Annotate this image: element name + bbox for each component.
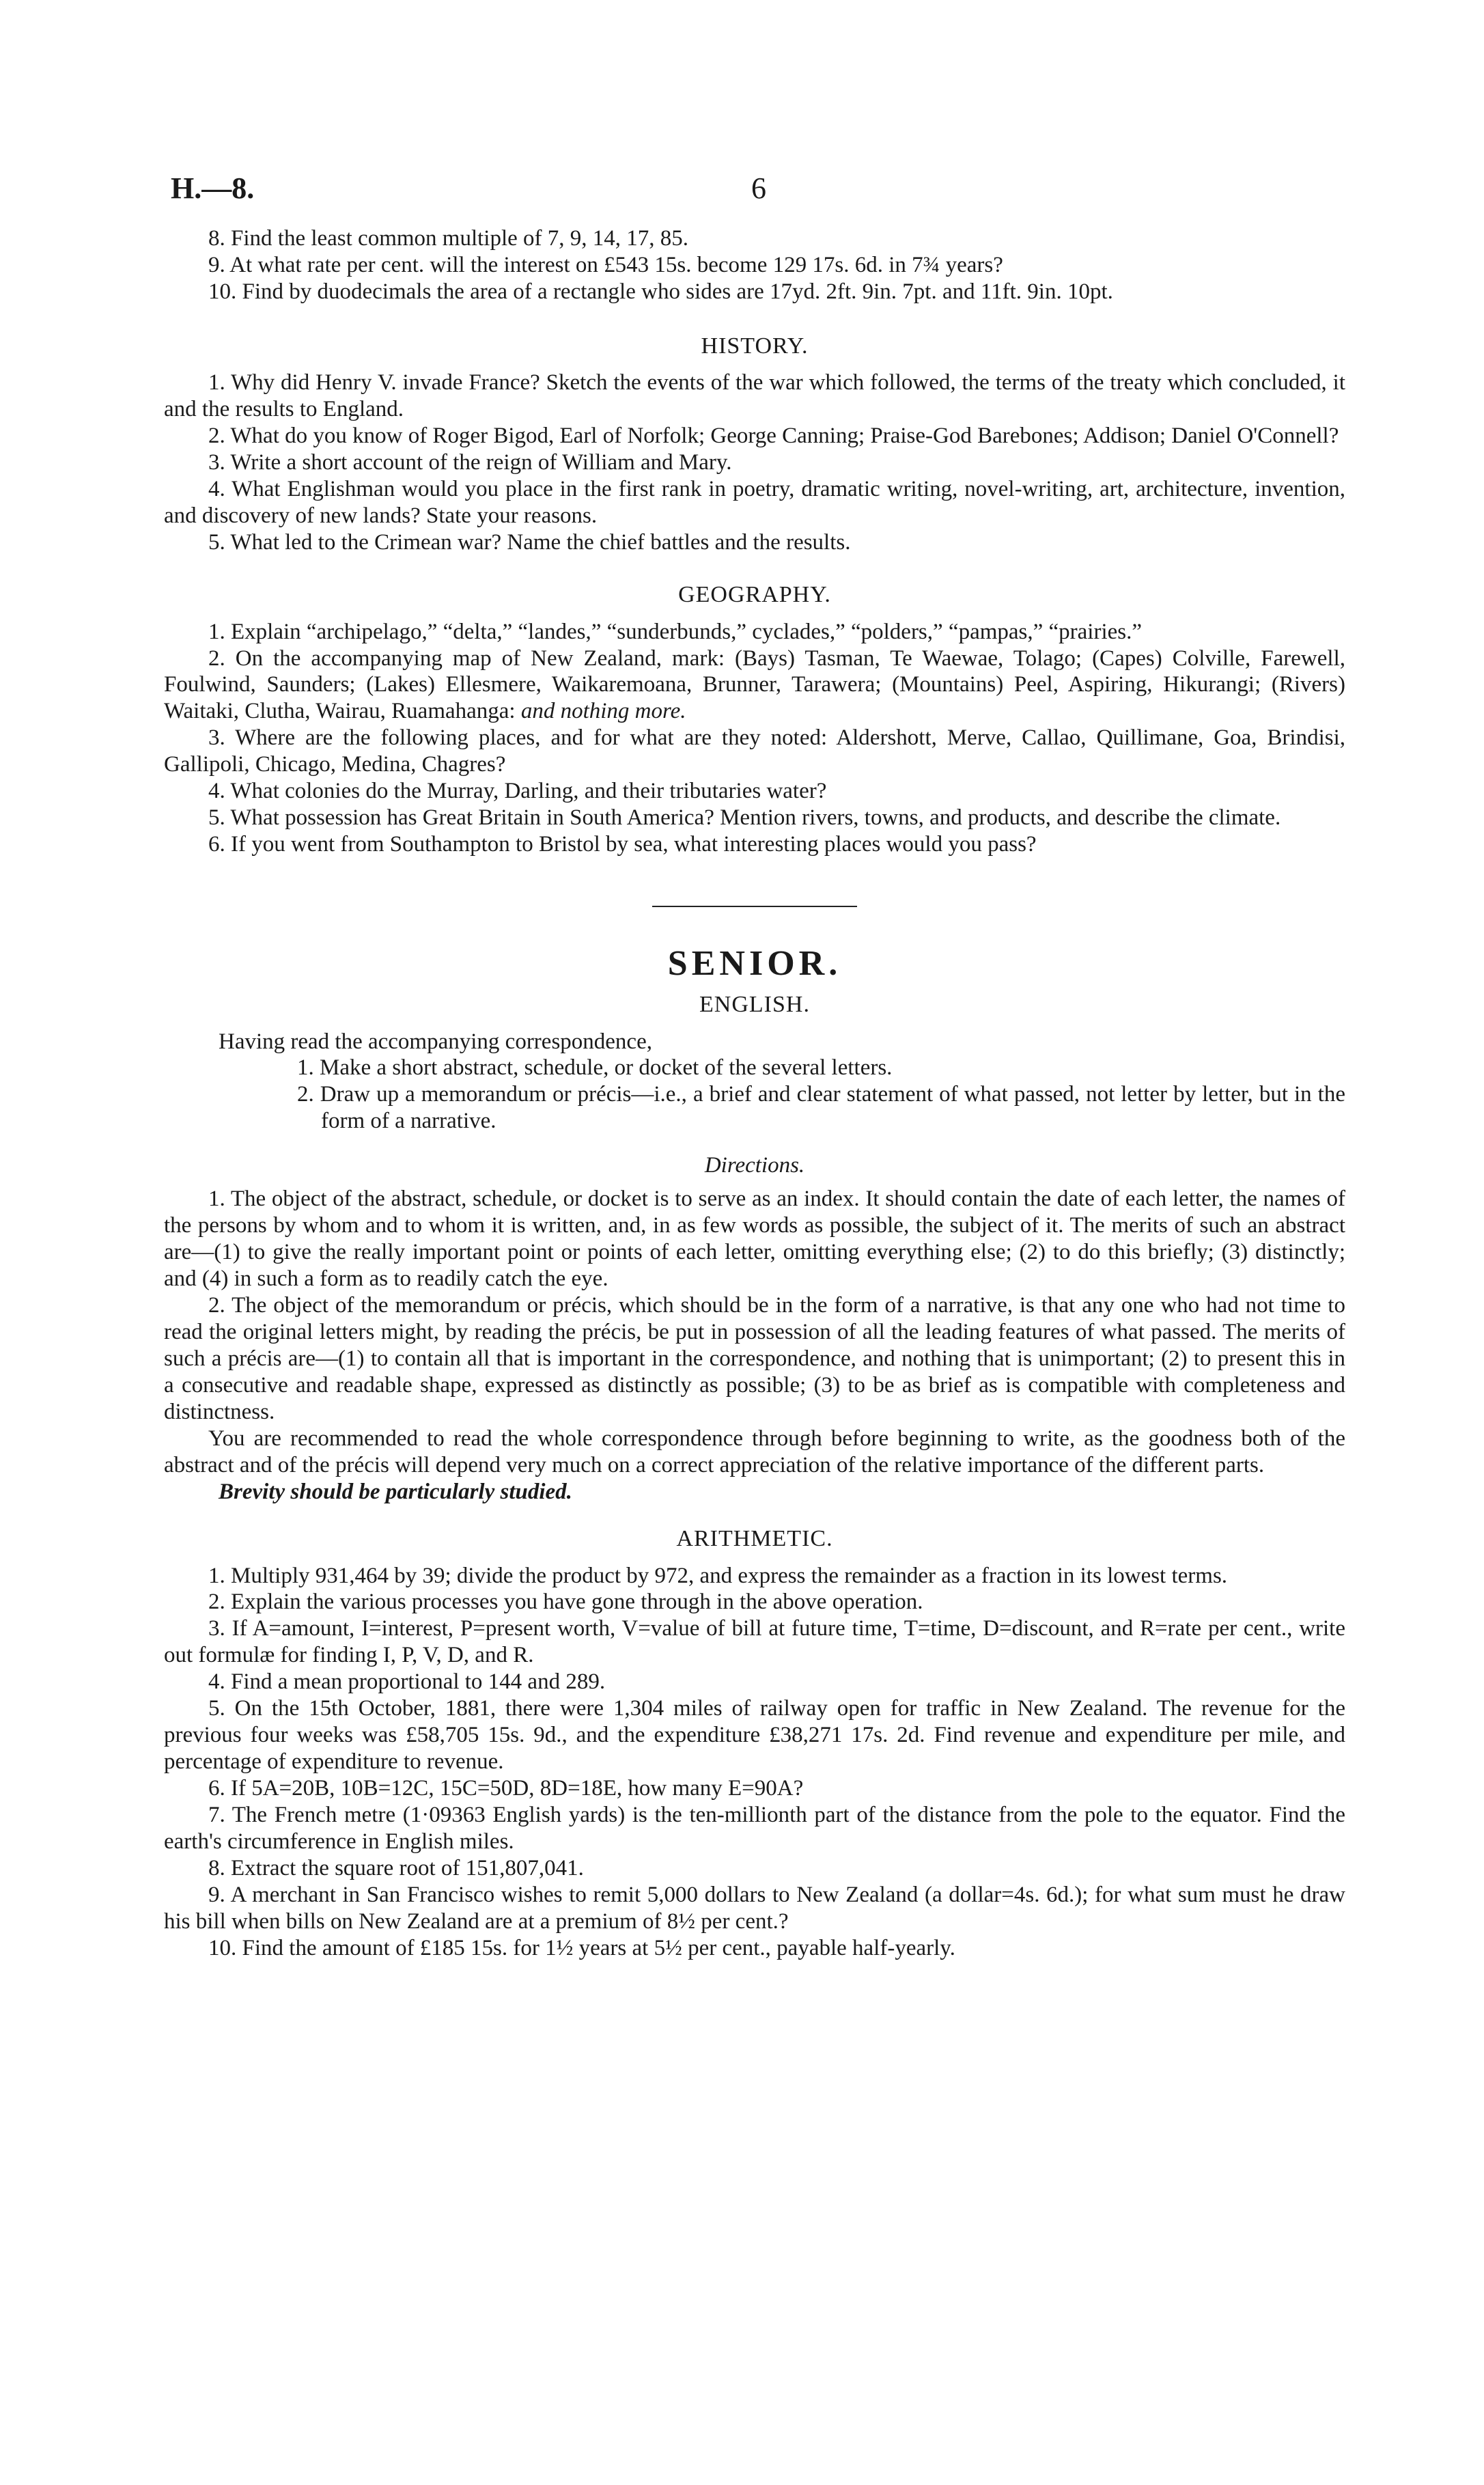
question-item: 5. On the 15th October, 1881, there were 1,304 miles of railway open for traffic in New Zealand. The revenue for the previous four weeks was £58,705 15s. 9d., and the expenditure £38,271 17s. 2d. Find revenue and expenditure per mile, and percentage of expenditure to revenue. xyxy=(164,1696,1345,1775)
document-reference: H.—8. xyxy=(171,171,255,205)
question-item: 10. Find the amount of £185 15s. for 1½ years at 5½ per cent., payable half-yearly. xyxy=(208,1935,955,1960)
page-header xyxy=(164,171,1345,212)
question-item: 2. What do you know of Roger Bigod, Earl of Norfolk; George Canning; Praise-God Barebones; Addison; Daniel O'Connell? xyxy=(208,423,1339,448)
geography-heading: GEOGRAPHY. xyxy=(678,582,831,608)
question-item: 4. What Englishman would you place in the first rank in poetry, dramatic writing, novel-writing, art, architecture, invention, and discovery of new lands? State your reasons. xyxy=(164,476,1345,528)
question-text: 2. On the accompanying map of New Zealand, mark: (Bays) Tasman, Te Waewae, Tolago; (Capes) Colville, Farewell, Foulwind, Saunders; (Lakes) Ellesmere, Waikaremoana, Brunner, Tarawera; (Mountains) Peel, Aspiring, Hikurangi; (Rivers) Waitaki, Clutha, Wairau, Ruamahanga: xyxy=(164,645,1345,724)
brevity-note: Brevity should be particularly studied. xyxy=(219,1479,572,1504)
direction-paragraph: 2. The object of the memorandum or précis, which should be in the form of a narrative, is that any one who had not time to read the original letters might, by reading the précis, be put in possession of all the leading features of what passed. The merits of such a précis are—(1) to contain all that is important in the correspondence, and nothing that is unimportant; (2) to present this in a consecutive and readable shape, expressed as distinctly as possible; (3) to be as brief as is compatible with completeness and distinctness. xyxy=(164,1292,1345,1424)
question-item: 5. What possession has Great Britain in South America? Mention rivers, towns, and products, and describe the climate. xyxy=(208,805,1281,831)
directions-heading: Directions. xyxy=(704,1153,805,1178)
section-divider xyxy=(652,906,857,907)
question-item xyxy=(164,645,1345,725)
question-item: 9. A merchant in San Francisco wishes to remit 5,000 dollars to New Zealand (a dollar=4s. 6d.); for what sum must he draw his bill when bills on New Zealand are at a premium of 8½ per cent.? xyxy=(164,1882,1345,1934)
question-item: 6. If you went from Southampton to Bristol by sea, what interesting places would you pass? xyxy=(208,832,1037,857)
question-item: 3. Write a short account of the reign of William and Mary. xyxy=(208,449,732,475)
direction-paragraph: 1. The object of the abstract, schedule, or docket is to serve as an index. It should contain the date of each letter, the names of the persons by whom and to whom it is written, and, in as few words as possible, the subject of it. The merits of such an abstract are—(1) to give the really important point or points of each letter, omitting everything else; (2) to do this briefly; (3) distinctly; and (4) in such a form as to readily catch the eye. xyxy=(164,1186,1345,1291)
question-item: 6. If 5A=20B, 10B=12C, 15C=50D, 8D=18E, how many E=90A? xyxy=(208,1776,804,1801)
english-heading: ENGLISH. xyxy=(699,992,810,1018)
question-item: 3. If A=amount, I=interest, P=present worth, V=value of bill at future time, T=time, D=discount, and R=rate per cent., write out formulæ for finding I, P, V, D, and R. xyxy=(164,1616,1345,1668)
question-item: 1. Multiply 931,464 by 39; divide the product by 972, and express the remainder as a fraction in its lowest terms. xyxy=(208,1563,1228,1588)
question-item: 7. The French metre (1·09363 English yards) is the ten-millionth part of the distance from the pole to the equator. Find the earth's circumference in English miles. xyxy=(164,1802,1345,1854)
question-item: 4. What colonies do the Murray, Darling, and their tributaries water? xyxy=(208,779,827,804)
task-item: 1. Make a short abstract, schedule, or docket of the several letters. xyxy=(297,1055,893,1081)
question-item: 10. Find by duodecimals the area of a rectangle who sides are 17yd. 2ft. 9in. 7pt. and 11ft. 9in. 10pt. xyxy=(208,279,1113,304)
senior-heading: SENIOR. xyxy=(667,944,842,984)
question-emphasis: and nothing more. xyxy=(520,699,686,724)
arithmetic-heading: ARITHMETIC. xyxy=(676,1526,833,1552)
intro-text: Having read the accompanying correspondence, xyxy=(219,1029,652,1054)
question-item: 1. Explain “archipelago,” “delta,” “landes,” “sunderbunds,” cyclades,” “polders,” “pampas,” “prairies.” xyxy=(208,619,1143,644)
page-number: 6 xyxy=(751,171,766,205)
document-page xyxy=(164,171,1345,1962)
question-item: 8. Find the least common multiple of 7, 9, 14, 17, 85. xyxy=(208,226,689,251)
task-item: 2. Draw up a memorandum or précis—i.e., a brief and clear statement of what passed, not letter by letter, but in the form of a narrative. xyxy=(297,1082,1345,1134)
question-item: 8. Extract the square root of 151,807,041. xyxy=(208,1855,584,1880)
history-heading: HISTORY. xyxy=(701,333,809,359)
question-item: 4. Find a mean proportional to 144 and 289. xyxy=(208,1669,606,1695)
question-item: 3. Where are the following places, and for what are they noted: Aldershott, Merve, Callao, Quillimane, Goa, Brindisi, Gallipoli, Chicago, Medina, Chagres? xyxy=(164,725,1345,777)
question-item: 5. What led to the Crimean war? Name the chief battles and the results. xyxy=(208,529,851,555)
question-item: 1. Why did Henry V. invade France? Sketch the events of the war which followed, the terms of the treaty which concluded, it and the results to England. xyxy=(164,370,1345,421)
question-item: 2. Explain the various processes you have gone through in the above operation. xyxy=(208,1589,923,1615)
question-item: 9. At what rate per cent. will the interest on £543 15s. become 129 17s. 6d. in 7¾ years? xyxy=(208,252,1003,277)
direction-paragraph: You are recommended to read the whole correspondence through before beginning to write, as the goodness both of the abstract and of the précis will depend very much on a correct appreciation of the relative importance of the different parts. xyxy=(164,1426,1345,1477)
